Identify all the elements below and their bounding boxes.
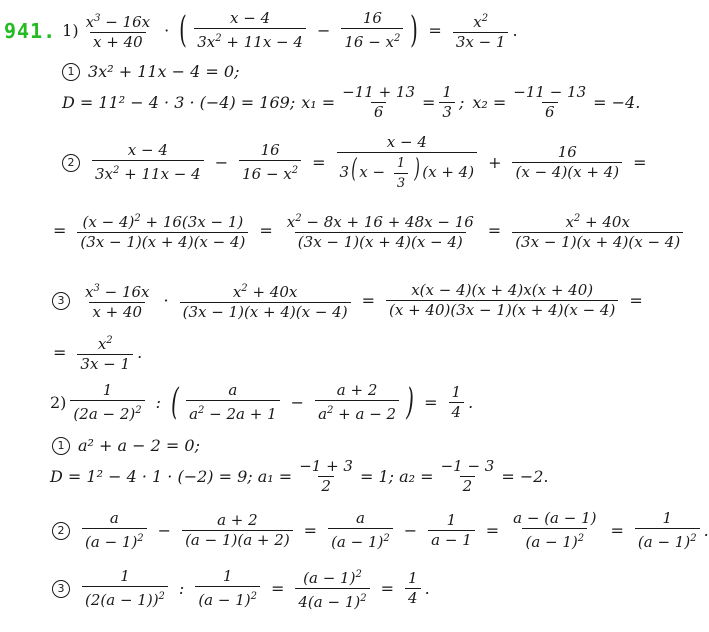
fraction: $\frac{x^2 + 40x}{(3x - 1)(x + 4)(x - 4)}$ — [180, 280, 351, 321]
discriminant-line: D = 11² − 4 · 3 · (−4) = 169; x₁ = $\frac{-11 + 13}{6}$ = $\frac{1}{3}$ ; x₂ = $\frac{-11 - 13}{6}$ = −4. — [62, 83, 641, 121]
fraction: $\frac{(a - 1)^2}{4(a - 1)^2}$ — [295, 566, 369, 611]
fraction: $\frac{a}{(a - 1)^2}$ — [82, 510, 147, 551]
part-2-step-2: 2 $\frac{a}{(a - 1)^2}$ − $\frac{a + 2}{(a - 1)(a + 2)}$ = $\frac{a}{(a - 1)^2}$ − $\frac{1}{a - 1}$ = $\frac{a - (a - 1)}{(a - 1)^2}$ = $\frac{1}{(a - 1)^2}$ . — [52, 510, 709, 551]
fraction: $\frac{x^2}{3x - 1}$ — [453, 10, 509, 51]
fraction: $\frac{-1 - 3}{2}$ — [440, 457, 495, 495]
fraction: $\frac{a}{a^2 - 2a + 1}$ — [186, 382, 280, 423]
fraction: $\frac{-11 + 13}{6}$ — [342, 83, 416, 121]
step-3-line-1: 3 $\frac{x^3 - 16x}{x + 40}$ · $\frac{x^2 + 40x}{(3x - 1)(x + 4)(x - 4)}$ = $\frac{x(x - 4)(x + 4)x(x + 40)}{(x + 40)(3x - 1)(x + 4)(x - 4)}$ = — [52, 280, 650, 321]
fraction: $\frac{16}{(x - 4)(x + 4)}$ — [512, 144, 622, 181]
fraction: $\frac{a - (a - 1)}{(a - 1)^2}$ — [513, 509, 597, 551]
fraction: $\frac{-11 - 13}{6}$ — [513, 83, 587, 121]
step-marker: 3 — [52, 292, 70, 310]
step-2-line-1: 2 $\frac{x - 4}{3x^2 + 11x - 4}$ − $\frac{16}{16 - x^2}$ = x − 4 3( x − $\frac{1}{3}$ ) (x + 4) + $\frac{16}{(x - 4)(x + 4)}$ = — [62, 134, 654, 192]
part-2-label: 2) — [50, 393, 67, 412]
fraction: $\frac{1}{(a - 1)^2}$ — [195, 568, 260, 609]
problem-number: 941. — [4, 18, 57, 43]
fraction: $\frac{x^2}{3x - 1}$ — [77, 332, 133, 373]
fraction: $\frac{a + 2}{(a - 1)(a + 2)}$ — [182, 512, 293, 549]
fraction: $\frac{1}{a - 1}$ — [428, 512, 475, 549]
fraction: $\frac{x^3 - 16x}{x + 40}$ — [85, 13, 151, 51]
fraction: $\frac{x^2 - 8x + 16 + 48x - 16}{(3x - 1)(x + 4)(x - 4)}$ — [286, 213, 474, 251]
step-3-line-2: = $\frac{x^2}{3x - 1}$ . — [46, 332, 142, 373]
step-marker: 3 — [52, 580, 70, 598]
fraction: $\frac{a + 2}{a^2 + a - 2}$ — [315, 382, 399, 423]
fraction: $\frac{x^2 + 40x}{(3x - 1)(x + 4)(x - 4)}$ — [512, 210, 683, 251]
fraction: $\frac{(x - 4)^2 + 16(3x - 1)}{(3x - 1)(x + 4)(x - 4)}$ — [77, 210, 248, 251]
step-1-equation: 1 3x² + 11x − 4 = 0; — [62, 62, 239, 81]
step-marker: 2 — [52, 522, 70, 540]
fraction: x − 4 3( x − $\frac{1}{3}$ ) (x + 4) — [337, 134, 478, 192]
fraction: $\frac{1}{(a - 1)^2}$ — [635, 510, 700, 551]
problem-statement-2: 2) $\frac{1}{(2a - 2)^2}$ : ( $\frac{a}{a^2 - 2a + 1}$ − $\frac{a + 2}{a^2 + a - 2}$ ) = $\frac{1}{4}$ . — [50, 381, 474, 423]
fraction: $\frac{x(x - 4)(x + 4)x(x + 40)}{(x + 40)(3x - 1)(x + 4)(x - 4)}$ — [386, 282, 618, 319]
fraction: $\frac{1}{4}$ — [449, 384, 465, 421]
part-2-discriminant-line: D = 1² − 4 · 1 · (−2) = 9; a₁ = $\frac{-1 + 3}{2}$ = 1; a₂ = $\frac{-1 - 3}{2}$ = −2. — [50, 457, 549, 495]
fraction: $\frac{-1 + 3}{2}$ — [299, 457, 353, 495]
fraction: $\frac{x - 4}{3x^2 + 11x - 4}$ — [92, 142, 204, 183]
fraction: $\frac{1}{3}$ — [439, 84, 455, 121]
part-2-step-3: 3 $\frac{1}{(2(a - 1))^2}$ : $\frac{1}{(a - 1)^2}$ = $\frac{(a - 1)^2}{4(a - 1)^2}$ = $\frac{1}{4}$ . — [52, 566, 430, 611]
step-marker: 1 — [52, 437, 70, 455]
problem-statement-1: 941. 1) $\frac{x^3 - 16x}{x + 40}$ · ( $\frac{x - 4}{3x^2 + 11x - 4}$ − $\frac{16}{16 - x^2}$ ) = $\frac{x^2}{3x - 1}$ . — [4, 9, 518, 51]
fraction: $\frac{1}{(2(a - 1))^2}$ — [82, 568, 168, 609]
fraction: $\frac{a}{(a - 1)^2}$ — [328, 510, 393, 551]
part-1-label: 1) — [62, 21, 79, 40]
fraction: $\frac{x - 4}{3x^2 + 11x - 4}$ — [194, 10, 306, 51]
step-marker: 2 — [62, 154, 80, 172]
step-marker: 1 — [62, 63, 80, 81]
fraction: $\frac{16}{16 - x^2}$ — [341, 10, 403, 51]
fraction: $\frac{1}{(2a - 2)^2}$ — [70, 382, 144, 423]
fraction: $\frac{16}{16 - x^2}$ — [239, 142, 301, 183]
fraction: $\frac{1}{4}$ — [405, 570, 421, 607]
fraction: $\frac{x^3 - 16x}{x + 40}$ — [85, 283, 150, 321]
part-2-step-1-equation: 1 a² + a − 2 = 0; — [52, 436, 200, 455]
step-2-line-2: = $\frac{(x - 4)^2 + 16(3x - 1)}{(3x - 1)(x + 4)(x - 4)}$ = $\frac{x^2 - 8x + 16 + 48x - 16}{(3x - 1)(x + 4)(x - 4)}$ = $\frac{x^2 + 40x}{(3x - 1)(x + 4)(x - 4)}$ — [46, 210, 687, 251]
